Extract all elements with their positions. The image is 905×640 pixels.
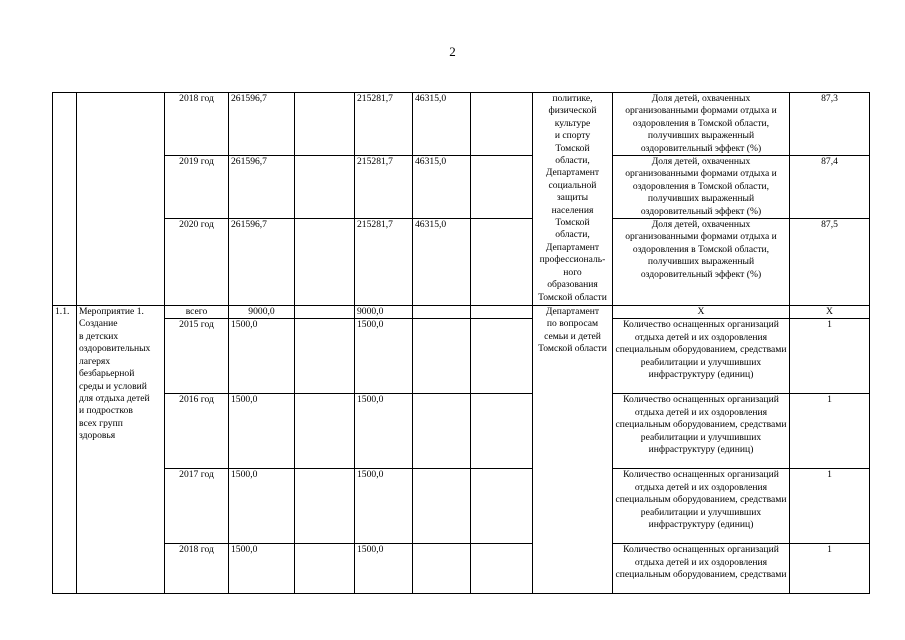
row-number-cell — [53, 93, 77, 306]
program-table — [52, 92, 870, 594]
year-cell: всего — [165, 306, 229, 319]
row-number-cell: 1.1. — [53, 306, 77, 594]
indicator-value-cell: 1 — [790, 394, 870, 469]
regional-cell: 1500,0 — [355, 394, 413, 469]
total-cell: 9000,0 — [229, 306, 295, 319]
regional-cell: 215281,7 — [355, 93, 413, 156]
other-cell — [471, 544, 533, 594]
table-row — [53, 319, 870, 394]
regional-cell: 1500,0 — [355, 469, 413, 544]
indicator-cell: Количество оснащенных организаций отдыха детей и их оздоровления специальным оборудованием, средствами реабилитации и улучшивших инфраструктуру (единиц) — [613, 394, 790, 469]
indicator-cell: Количество оснащенных организаций отдыха детей и их оздоровления специальным оборудованием, средствами — [613, 544, 790, 594]
other-cell — [471, 156, 533, 219]
total-cell: 261596,7 — [229, 219, 295, 306]
federal-cell — [295, 306, 355, 319]
local-cell — [413, 469, 471, 544]
local-cell: 46315,0 — [413, 93, 471, 156]
table-row — [53, 93, 870, 156]
federal-cell — [295, 544, 355, 594]
indicator-cell: Х — [613, 306, 790, 319]
responsible-cell: Департамент по вопросам семьи и детей Томской области — [533, 306, 613, 594]
table-row — [53, 156, 870, 219]
year-cell: 2018 год — [165, 544, 229, 594]
table-row — [53, 219, 870, 306]
federal-cell — [295, 394, 355, 469]
total-cell: 261596,7 — [229, 156, 295, 219]
year-cell: 2020 год — [165, 219, 229, 306]
year-cell: 2015 год — [165, 319, 229, 394]
page-number: 2 — [449, 44, 456, 59]
total-cell: 1500,0 — [229, 394, 295, 469]
indicator-cell: Доля детей, охваченных организованными формами отдыха и оздоровления в Томской области, получивших выраженный оздоровительный эффект (%) — [613, 156, 790, 219]
federal-cell — [295, 469, 355, 544]
total-cell: 261596,7 — [229, 93, 295, 156]
indicator-value-cell: 87,4 — [790, 156, 870, 219]
event-title-cell: Мероприятие 1. Создание в детских оздоровительных лагерях безбарьерной среды и условий для отдыха детей и подростков всех групп здоровья — [77, 306, 165, 594]
total-cell: 1500,0 — [229, 319, 295, 394]
year-cell: 2019 год — [165, 156, 229, 219]
indicator-cell: Количество оснащенных организаций отдыха детей и их оздоровления специальным оборудованием, средствами реабилитации и улучшивших инфраструктуру (единиц) — [613, 319, 790, 394]
event-title-cell — [77, 93, 165, 306]
local-cell — [413, 319, 471, 394]
federal-cell — [295, 319, 355, 394]
year-cell: 2016 год — [165, 394, 229, 469]
other-cell — [471, 306, 533, 319]
local-cell — [413, 306, 471, 319]
indicator-value-cell: 87,5 — [790, 219, 870, 306]
responsible-cell: политике, физической культуре и спорту Томской области, Департамент социальной защиты населения Томской области, Департамент профессиональ- ного образования Томской области — [533, 93, 613, 306]
regional-cell: 215281,7 — [355, 219, 413, 306]
other-cell — [471, 469, 533, 544]
federal-cell — [295, 219, 355, 306]
indicator-value-cell: 1 — [790, 469, 870, 544]
other-cell — [471, 219, 533, 306]
local-cell — [413, 394, 471, 469]
indicator-cell: Доля детей, охваченных организованными формами отдыха и оздоровления в Томской области, получивших выраженный оздоровительный эффект (%) — [613, 93, 790, 156]
local-cell: 46315,0 — [413, 156, 471, 219]
regional-cell: 1500,0 — [355, 319, 413, 394]
regional-cell: 1500,0 — [355, 544, 413, 594]
table-row — [53, 394, 870, 469]
other-cell — [471, 394, 533, 469]
total-cell: 1500,0 — [229, 469, 295, 544]
indicator-value-cell: 1 — [790, 544, 870, 594]
other-cell — [471, 319, 533, 394]
local-cell: 46315,0 — [413, 219, 471, 306]
other-cell — [471, 93, 533, 156]
table-row — [53, 544, 870, 594]
local-cell — [413, 544, 471, 594]
regional-cell: 9000,0 — [355, 306, 413, 319]
federal-cell — [295, 93, 355, 156]
regional-cell: 215281,7 — [355, 156, 413, 219]
indicator-cell: Количество оснащенных организаций отдыха детей и их оздоровления специальным оборудованием, средствами реабилитации и улучшивших инфраструктуру (единиц) — [613, 469, 790, 544]
total-cell: 1500,0 — [229, 544, 295, 594]
year-cell: 2017 год — [165, 469, 229, 544]
table-row — [53, 306, 870, 319]
indicator-value-cell: 1 — [790, 319, 870, 394]
indicator-value-cell: 87,3 — [790, 93, 870, 156]
year-cell: 2018 год — [165, 93, 229, 156]
indicator-cell: Доля детей, охваченных организованными формами отдыха и оздоровления в Томской области, получивших выраженный оздоровительный эффект (%) — [613, 219, 790, 306]
indicator-value-cell: Х — [790, 306, 870, 319]
table-row — [53, 469, 870, 544]
federal-cell — [295, 156, 355, 219]
